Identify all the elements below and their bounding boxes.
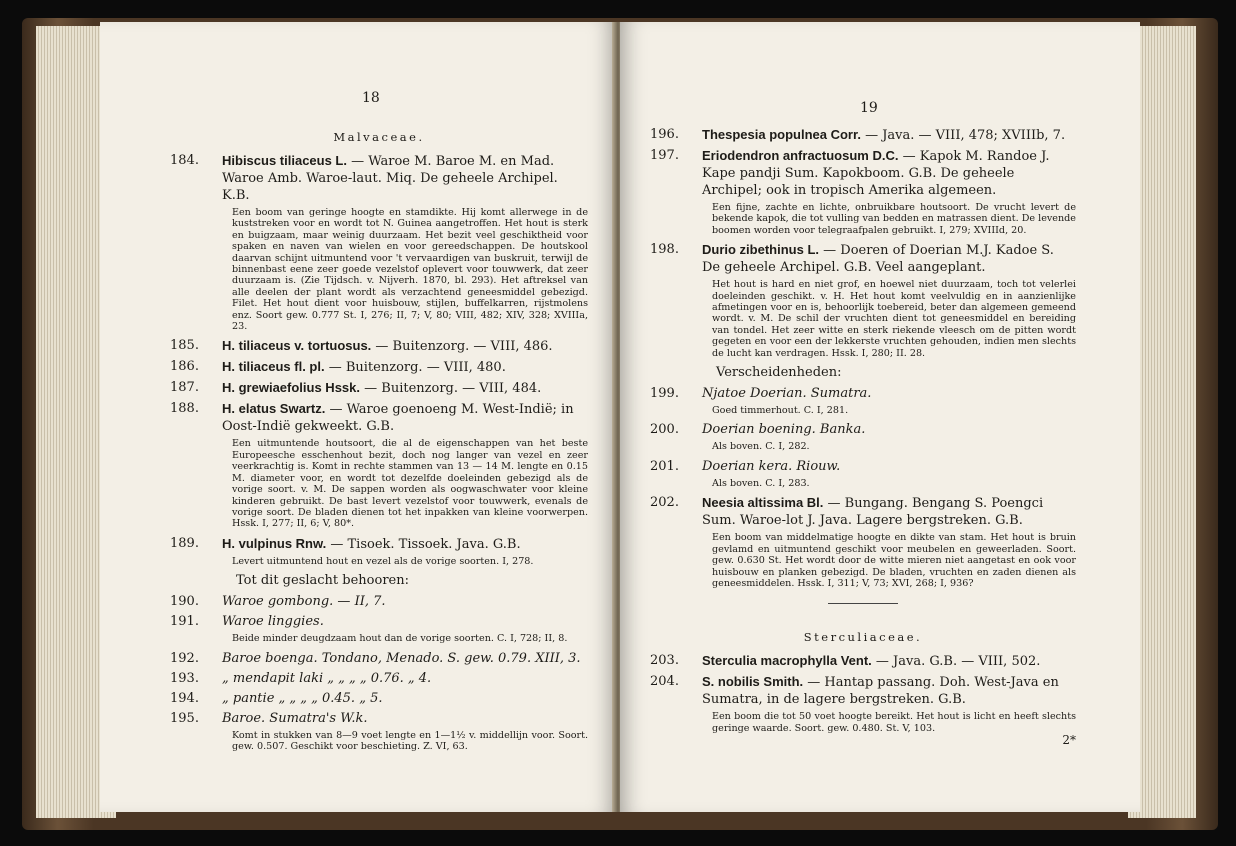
entry-list (650, 126, 1076, 359)
entry-number: 190. (170, 594, 199, 610)
entry-number: 204. (650, 674, 679, 690)
entry-text: — Tisoek. Tissoek. Java. G.B. (326, 536, 521, 552)
species-name: H. vulpinus Rnw. (222, 535, 327, 551)
entry-text: — Buitenzorg. — VIII, 484. (360, 381, 542, 397)
entry-number: 192. (170, 650, 199, 666)
entry-number: 187. (170, 380, 199, 396)
entry-note: Een boom die tot 50 voet hoogte bereikt. Het hout is licht en heeft slechts geringe waarde. Soort. gew. 0.480. St. V, 103. (712, 711, 1076, 734)
entry (650, 652, 1076, 670)
entry-number: 184. (170, 153, 199, 168)
entry-text: „ mendapit laki „ „ „ „ 0.76. „ 4. (222, 670, 432, 686)
divider (828, 603, 898, 604)
page-number: 19 (860, 100, 878, 116)
entry-text: „ pantie „ „ „ „ 0.45. „ 5. (222, 690, 383, 706)
entry-number: 191. (170, 614, 199, 630)
entry (170, 670, 588, 687)
entry-number: 200. (650, 422, 679, 438)
entry (170, 593, 588, 610)
entry-number: 195. (170, 710, 199, 726)
entry (650, 458, 1076, 475)
entry-number: 201. (650, 458, 679, 474)
entry-note: Het hout is hard en niet grof, en hoewel niet duurzaam, toch tot velerlei doeleinden geschikt. v. H. Het hout komt veelvuldig en in aanzienlijke afmetingen voor en is, behoorlijk toebereid, beter dan algemeen gemeend wordt. v. M. De schil der vruchten dient tot geneesmiddel en bereiding van tondel. Het zeer witte en sterk riekende vleesch om de pitten wordt gegeten en voor een der lekkerste vruchten gehouden, indien men slechts de lucht kan verdragen. Hssk. I, 280; II. 28. (712, 279, 1076, 359)
entry-text: Waroe linggies. (222, 614, 324, 630)
entry-text: — Java. — VIII, 478; XVIIIb, 7. (860, 128, 1066, 143)
entry-number: 203. (650, 653, 679, 669)
subheading: Verscheidenheden: (716, 365, 842, 381)
entry-text: — Java. G.B. — VIII, 502. (871, 654, 1041, 670)
entry-number: 199. (650, 386, 679, 402)
entry-number: 186. (170, 359, 199, 375)
right-page (620, 22, 1140, 812)
entry-number: 185. (170, 338, 199, 354)
species-name: Thespesia populnea Corr. (702, 127, 861, 142)
entry-list (170, 152, 588, 567)
page-number: 18 (362, 90, 380, 106)
entry-note: Een fijne, zachte en lichte, onbruikbare houtsoort. De vrucht levert de bekende kapok, die tot vulling van bedden en matrassen dient. De levende boomen worden voor telegraafpalen gebruikt. I, 279; XVIIId, 20. (712, 202, 1076, 236)
entry-text: — Doeren of Doerian M.J. Kadoe S. De geheele Archipel. G.B. Veel aangeplant. (702, 243, 1054, 276)
entry-note: Komt in stukken van 8—9 voet lengte en 1—1½ v. middellijn voor. Soort. gew. 0.507. Geschikt voor beschieting. Z. VI, 63. (232, 729, 588, 752)
species-name: H. elatus Swartz. (222, 401, 326, 417)
entry-number: 193. (170, 670, 199, 686)
entry (650, 241, 1076, 276)
entry-text: — Buitenzorg. — VIII, 486. (371, 339, 553, 355)
entry-text: Baroe. Sumatra's W.k. (222, 710, 368, 726)
signature-mark: 2* (1062, 733, 1076, 748)
entry-note: Een boom van middelmatige hoogte en dikte van stam. Het hout is bruin gevlamd en uitmuntend geschikt voor meubelen en geweerladen. Soort. gew. 0.630 St. Het wordt door de witte mieren niet aangetast en ook voor huisbouw en planken gebezigd. De bladen, vruchten en zaden dienen als geneesmiddelen. Hssk. I, 311; V, 73; XVI, 268; I, 936? (712, 532, 1076, 589)
entry-list (650, 385, 1076, 489)
entry-text: Doerian kera. Riouw. (702, 458, 841, 474)
entry-number: 194. (170, 690, 199, 706)
entry-text: Baroe boenga. Tondano, Menado. S. gew. 0.79. XIII, 3. (222, 650, 581, 666)
entry (170, 650, 588, 667)
entry (650, 673, 1076, 708)
species-name: S. nobilis Smith. (702, 674, 804, 690)
left-page (100, 22, 615, 812)
entry-text: — Kapok M. Randoe J. Kape pandji Sum. Kapokboom. G.B. De geheele Archipel; ook in tropisch Amerika algemeen. (702, 149, 1050, 198)
entry-text: — Waroe M. Baroe M. en Mad. Waroe Amb. Waroe-laut. Miq. De geheele Archipel. K.B. (222, 154, 558, 203)
entry-note: Goed timmerhout. C. I, 281. (712, 405, 849, 417)
entry-list (170, 593, 588, 752)
subheading: Tot dit geslacht behooren: (236, 573, 409, 589)
entry (170, 710, 588, 727)
entry-note: Beide minder deugdzaam hout dan de vorige soorten. C. I, 728; II, 8. (232, 633, 568, 645)
entry-number: 202. (650, 495, 679, 511)
section-title: Malvaceae. (333, 130, 425, 144)
species-name: Hibiscus tiliaceus L. (222, 153, 347, 168)
entry-number: 196. (650, 127, 679, 142)
entry-number: 198. (650, 242, 679, 258)
entry-list (650, 652, 1076, 734)
entry-number: 189. (170, 535, 199, 551)
entry-list (650, 494, 1076, 589)
species-name: Sterculia macrophylla Vent. (702, 653, 872, 669)
entry-text: Njatoe Doerian. Sumatra. (702, 386, 872, 402)
entry (170, 337, 588, 355)
entry-number: 197. (650, 148, 679, 163)
entry (170, 535, 588, 553)
entry (170, 358, 588, 376)
section-title: Sterculiaceae. (803, 630, 923, 645)
entry-number: 188. (170, 401, 199, 417)
species-name: H. grewiaefolius Hssk. (222, 380, 360, 396)
entry-note: Een uitmuntende houtsoort, die al de eigenschappen van het beste Europeesche esschenhout bezit, doch nog langer van vezel en zeer veerkrachtig is. Komt in rechte stammen van 13 — 14 M. lengte en 0.15 M. diameter voor, en wordt tot dezelfde doeleinden gebezigd als de vorige soort. v. M. De sappen worden als oogwaschwater voor kleine kinderen gebruikt. De bast levert vezelstof voor touwwerk, evenals de vorige soort. De bladen dienen tot het inpakken van kleine voorwerpen. Hssk. I, 277; II, 6; V, 80*. (232, 438, 588, 530)
entry (650, 385, 1076, 402)
entry (650, 421, 1076, 438)
entry-text: — Buitenzorg. — VIII, 480. (324, 360, 506, 376)
species-name: H. tiliaceus fl. pl. (222, 359, 325, 375)
entry (170, 613, 588, 630)
entry-text: — Hantap passang. Doh. West-Java en Sumatra, in de lagere bergstreken. G.B. (702, 675, 1059, 708)
entry-text: — Waroe goenoeng M. West-Indië; in Oost-Indië gekweekt. G.B. (222, 402, 574, 435)
entry (170, 379, 588, 397)
entry-note: Als boven. C. I, 282. (712, 441, 810, 453)
entry-text: — Bungang. Bengang S. Poengci Sum. Waroe-lot J. Java. Lagere bergstreken. G.B. (702, 496, 1044, 529)
entry (170, 152, 588, 204)
entry-note: Een boom van geringe hoogte en stamdikte. Hij komt allerwege in de kuststreken voor en wordt tot N. Guinea aangetroffen. Het hout is sterk en buigzaam, maar weinig duurzaam. Het bezit veel geschiktheid voor spaken en naven van wielen en voor gereedschappen. De houtskool daarvan schijnt uitmuntend voor 't vervaardigen van buskruit, terwijl de binnenbast eene zeer goede vezelstof oplevert voor touwwerk, dat zeer duurzaam is. (Zie Tijdsch. v. Nijverh. 1870, bl. 293). Het aftreksel van alle deelen der plant wordt als verzachtend geneesmiddel gebezigd. Filet. Het hout dient voor huisbouw, stijlen, buffelkarren, rijstmolens enz. Soort gew. 0.777 St. I, 276; II, 7; V, 80; VIII, 482; XIV, 328; XVIIIa, 23. (232, 207, 588, 333)
species-name: H. tiliaceus v. tortuosus. (222, 338, 372, 354)
entry (170, 400, 588, 435)
entry (170, 690, 588, 707)
species-name: Durio zibethinus L. (702, 242, 819, 258)
species-name: Neesia altissima Bl. (702, 495, 824, 511)
species-name: Eriodendron anfractuosum D.C. (702, 148, 899, 163)
entry-note: Als boven. C. I, 283. (712, 477, 810, 489)
entry-text: Doerian boening. Banka. (702, 422, 866, 438)
entry-text: Waroe gombong. — II, 7. (222, 594, 386, 610)
entry-note: Levert uitmuntend hout en vezel als de vorige soorten. I, 278. (232, 555, 534, 567)
entry (650, 126, 1076, 144)
entry (650, 147, 1076, 199)
entry (650, 494, 1076, 529)
